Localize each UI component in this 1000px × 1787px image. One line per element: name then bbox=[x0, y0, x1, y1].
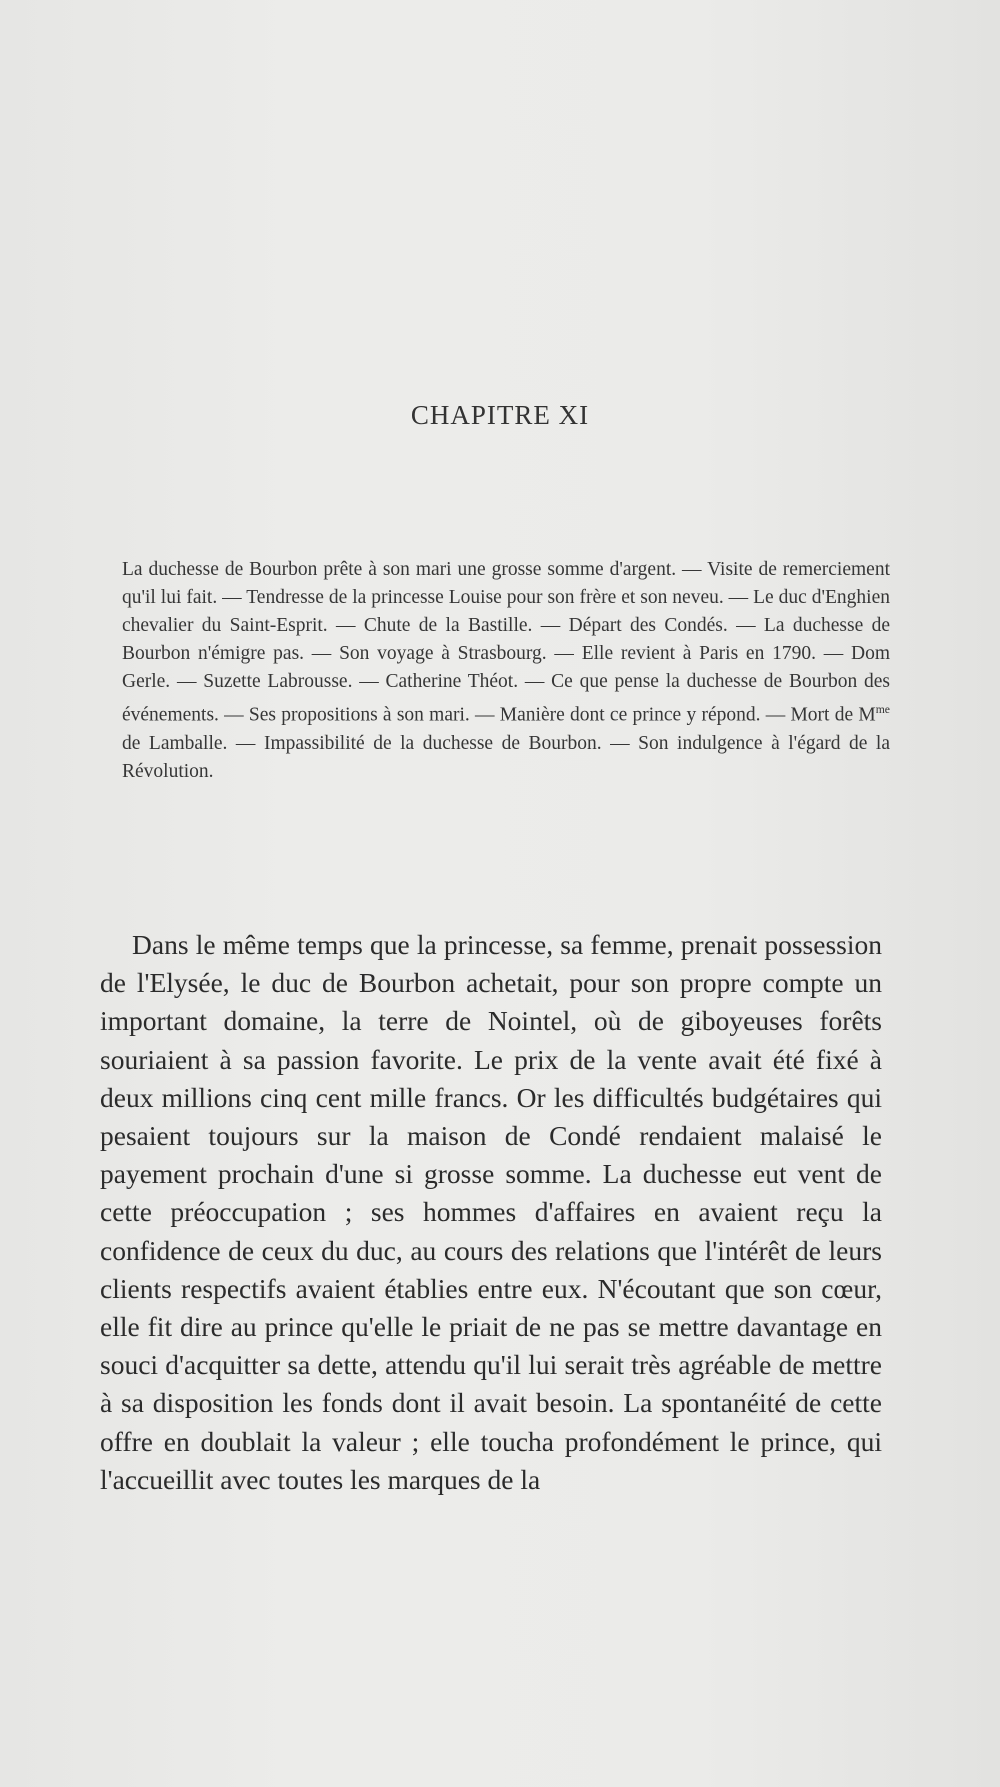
chapter-body bbox=[100, 926, 882, 1499]
summary-text-start: La duchesse de Bourbon prête à son mari une grosse somme d'argent. — Visite de remerciement qu'il lui fait. — Tendresse de la princesse Louise pour son frère et son neveu. — Le duc d'Enghien chevalier du Saint-Esprit. — Chute de la Bastille. — Départ des Condés. — La duchesse de Bourbon n'émigre pas. — Son voyage à Strasbourg. — Elle revient à Paris en 1790. — Dom Gerle. — Suzette Labrousse. — Catherine Théot. — Ce que pense la duchesse de Bourbon des événements. — Ses propositions à son mari. — Manière dont ce prince y répond. — Mort de M bbox=[122, 559, 890, 726]
chapter-title: CHAPITRE XI bbox=[410, 400, 590, 430]
summary-superscript: me bbox=[875, 703, 890, 716]
chapter-summary bbox=[122, 556, 890, 786]
summary-text-end: de Lamballe. — Impassibilité de la duchesse de Bourbon. — Son indulgence à l'égard de la Révolution. bbox=[122, 732, 890, 782]
summary-paragraph bbox=[122, 556, 890, 786]
body-paragraph: Dans le même temps que la princesse, sa femme, prenait possession de l'Elysée, le duc de Bourbon achetait, pour son propre compte un important domaine, la terre de Nointel, où de giboyeuses forêts souriaient à sa passion favorite. Le prix de la vente avait été fixé à deux millions cinq cent mille francs. Or les difficultés budgétaires qui pesaient toujours sur la maison de Condé rendaient malaisé le payement prochain d'une si grosse somme. La duchesse eut vent de cette préoccupation ; ses hommes d'affaires en avaient reçu la confidence de ceux du duc, au cours des relations que l'intérêt de leurs clients respectifs avaient établies entre eux. N'écoutant que son cœur, elle fit dire au prince qu'elle le priait de ne pas se mettre davantage en souci d'acquitter sa dette, attendu qu'il lui serait très agréable de mettre à sa disposition les fonds dont il avait besoin. La spontanéité de cette offre en doublait la valeur ; elle toucha profondément le prince, qui l'accueillit avec toutes les marques de la bbox=[100, 929, 882, 1495]
